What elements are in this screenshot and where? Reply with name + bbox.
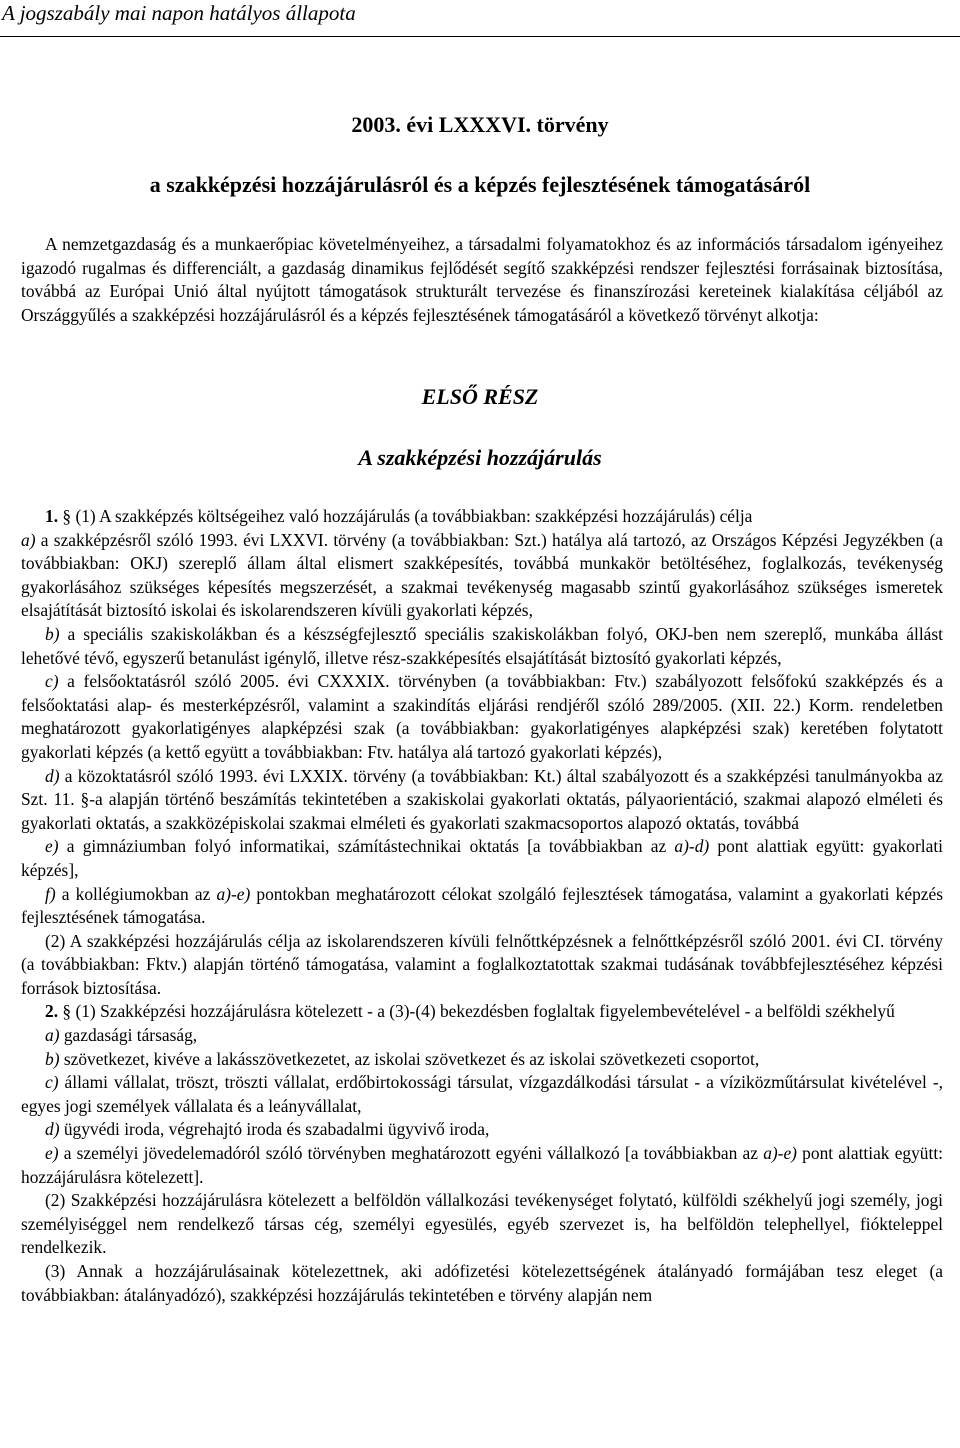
point-label: a) <box>45 1025 60 1046</box>
point-text: pont alattiak együtt: hozzájárulásra kötelezett]. <box>21 1143 943 1187</box>
point-text: ügyvédi iroda, végrehajtó iroda és szabadalmi ügyvivő iroda, <box>59 1119 490 1140</box>
section-2-point-a <box>21 1024 943 1048</box>
section-2-point-b <box>21 1048 943 1072</box>
section-1-number: 1. <box>45 506 59 526</box>
header-divider <box>0 36 960 37</box>
point-label: b) <box>45 623 60 644</box>
section-1-paragraph-1 <box>21 505 943 529</box>
law-subtitle: a szakképzési hozzájárulásról és a képzés fejlesztésének támogatásáról <box>149 172 811 197</box>
section-2-point-e <box>21 1142 943 1189</box>
point-text: -a alapján történő beszámítás tekintetében a szakiskolai gyakorlati oktatás, pályaorientáció, szakmai alapozó elméleti és gyakorlati oktatás, a szakközépiskolai szakmai elméleti és gyakorlati szakmacsoportos alapozó oktatás, továbbá <box>21 789 944 833</box>
point-text: pont alattiak együtt: gyakorlati képzés], <box>21 836 944 880</box>
point-text: a felsőoktatásról szóló 2005. évi CXXXIX. törvényben (a továbbiakban: Ftv.) szabályozott felsőfokú szakképzés és a felsőoktatási alap- és mesterképzésről, valamint a szakindítás eljárási rendjéről szóló 289/2005. (XII. 22.) Korm. rendeletben meghatározott gyakorlatigényes alapképzési szak (a továbbiakban: gyakorlatigényes alapképzési szak) keretében folytatott gyakorlati képzés (a kettő együtt a továbbiakban: Ftv. hatálya alá tartozó gyakorlati képzés), <box>21 671 943 762</box>
part-subtitle: A szakképzési hozzájárulás <box>358 445 602 470</box>
point-reference: a)-e) <box>216 883 251 904</box>
section-body <box>21 505 943 1307</box>
section-2-point-d <box>21 1118 943 1142</box>
point-text: pontokban meghatározott célokat szolgáló fejlesztések támogatása, valamint a gyakorlati képzés fejlesztésének támogatása. <box>21 883 943 928</box>
point-label: c) <box>45 671 59 692</box>
point-label: f) <box>45 883 56 904</box>
section-sign: § <box>74 789 90 810</box>
point-text: a szakképzésről szóló 1993. évi LXXVI. törvény (a továbbiakban: Szt.) hatálya alá tartozó, az Országos Képzési Jegyzékben (a továbbiakban: OKJ) szereplő állam által elismert szakképesítés, továbbá munkakör betöltéséhez, foglalkozás, tevékenység gyakorlásához szükséges képesítés megszerzését, a szakmai tevékenység magasabb szintű gyakorlásához szükséges ismeretek elsajátítását biztosító iskolai és iskolarendszeren kívüli gyakorlati képzés, <box>21 529 943 621</box>
section-1-point-e <box>21 835 943 882</box>
point-label: e) <box>45 836 59 857</box>
point-text: szövetkezet, kivéve a lakásszövetkezetet, az iskolai szövetkezet és az iskolai szövetkezeti csoportot, <box>59 1048 760 1069</box>
point-text: gazdasági társaság, <box>59 1025 198 1046</box>
point-label: e) <box>45 1143 59 1164</box>
section-2-sign: § <box>58 1001 72 1022</box>
point-text: a gimnáziumban folyó informatikai, számítástechnikai oktatás [a továbbiakban az <box>58 836 675 857</box>
preamble-text: A nemzetgazdaság és a munkaerőpiac követelményeihez, a társadalmi folyamatokhoz és az információs társadalom igényeihez igazodó rugalmas és differenciált, a gazdaság dinamikus fejlődését segítő szakképzési rendszer fejlesztési forrásainak biztosítása, továbbá az Európai Unió által nyújtott támogatások strukturált tervezése és finanszírozási kereteinek kialakítása céljából az Országgyűlés a szakképzési hozzájárulásról és a képzés fejlesztésének támogatásáról a következő törvényt alkotja: <box>21 234 943 325</box>
point-reference: a)-d) <box>674 836 710 857</box>
section-2-number: 2. <box>45 1001 59 1022</box>
section-1-point-c <box>21 670 943 764</box>
page-header: A jogszabály mai napon hatályos állapota <box>2 1 356 25</box>
section-1-point-f <box>21 883 943 930</box>
section-2-intro: (1) Szakképzési hozzájárulásra kötelezett - a (3)-(4) bekezdésben foglaltak figyelembevételével - a belföldi székhelyű <box>71 1001 895 1022</box>
point-text: a közoktatásról szóló 1993. évi LXXIX. törvény (a továbbiakban: Kt.) által szabályozott és a szakképzési tanulmányokba az Szt. 11. <box>21 765 943 810</box>
point-reference: a)-e) <box>763 1143 797 1164</box>
section-1-paragraph-2: (2) A szakképzési hozzájárulás célja az iskolarendszeren kívüli felnőttképzésnek a felnőttképzésről szóló 2001. évi CI. törvény (a továbbiakban: Fktv.) alapján történő támogatása, valamint a foglalkoztatottak szakmai tudásának továbbfejlesztéséhez képzési források biztosítása. <box>21 930 943 998</box>
section-1-point-d <box>21 765 943 836</box>
point-label: c) <box>45 1072 59 1093</box>
preamble <box>21 233 943 327</box>
section-2-paragraph-3: (3) Annak a hozzájárulásainak kötelezettnek, aki adófizetési kötelezettségének átalányadó formájában tesz eleget (a továbbiakban: átalányadózó), szakképzési hozzájárulás tekintetében e törvény alapján nem <box>21 1261 943 1305</box>
section-2-point-c <box>21 1071 943 1118</box>
section-1-intro: (1) A szakképzés költségeihez való hozzájárulás (a továbbiakban: szakképzési hozzájárulás) célja <box>71 506 753 526</box>
point-text: állami vállalat, tröszt, tröszti vállalat, erdőbirtokossági társulat, vízgazdálkodási társulat - a víziközműtársulat kivételével -, egyes jogi személyek vállalata és a leányvállalat, <box>21 1072 943 1116</box>
point-label: b) <box>45 1048 60 1069</box>
point-label: d) <box>45 1119 60 1140</box>
part-title: ELSŐ RÉSZ <box>421 384 539 409</box>
section-1-point-a <box>21 529 943 623</box>
point-label: d) <box>45 765 60 786</box>
point-text: a személyi jövedelemadóról szóló törvényben meghatározott egyéni vállalkozó [a továbbiakban az <box>58 1143 764 1164</box>
point-text: a speciális szakiskolákban és a készségfejlesztő speciális szakiskolákban folyó, OKJ-ben nem szereplő, munkába állást lehetővé tévő, egyszerű betanulást igénylő, illetve rész-szakképesítés elsajátítását biztosító gyakorlati képzés, <box>21 623 943 668</box>
section-2-paragraph-2: (2) Szakképzési hozzájárulásra kötelezett a belföldön vállalkozási tevékenységet folytató, külföldi székhelyű jogi személy, jogi személyiséggel nem rendelkező társas cég, személyi egyesülés, egyéb szervezet is, ha belföldön telephellyel, fiókteleppel rendelkezik. <box>21 1190 943 1258</box>
point-text: a kollégiumokban az <box>55 883 217 904</box>
section-2-paragraph-1 <box>21 1000 943 1024</box>
section-1-sign: § <box>58 506 72 526</box>
section-1-point-b <box>21 623 943 670</box>
law-title: 2003. évi LXXXVI. törvény <box>351 112 609 137</box>
point-label: a) <box>21 529 36 550</box>
